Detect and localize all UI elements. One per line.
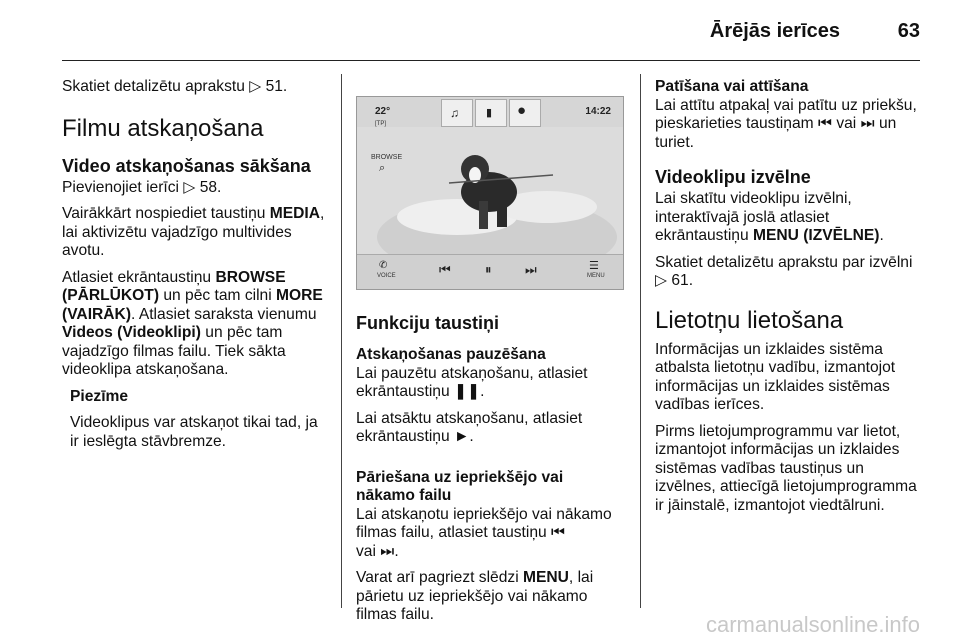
reference-arrow-icon: ▷ bbox=[183, 178, 196, 196]
header-title: Ārējās ierīces bbox=[709, 20, 840, 42]
note-heading: Piezīme bbox=[70, 387, 129, 405]
tab-record[interactable] bbox=[509, 99, 541, 127]
search-icon[interactable]: ⌕ bbox=[379, 162, 386, 174]
column-2 bbox=[356, 76, 626, 633]
paragraph-menu-reference: Skatiet detalizētu aprakstu par izvēlni ▷ 61. bbox=[655, 253, 913, 289]
reference-arrow-icon: ▷ bbox=[655, 272, 667, 289]
column-divider-1 bbox=[341, 74, 342, 608]
phone-icon: ▮ bbox=[486, 107, 493, 119]
tab-audio[interactable] bbox=[441, 99, 473, 127]
section-heading-apps: Lietotņu lietošana bbox=[655, 306, 844, 334]
column-divider-2 bbox=[640, 74, 641, 608]
heading-fast-forward: Patīšana vai attīšana bbox=[655, 78, 809, 95]
header-rule bbox=[62, 60, 920, 61]
menu-label: MENU bbox=[587, 272, 605, 279]
paragraph-resume: Lai atsāktu atskaņošanu, atlasiet ekrāntaustiņu ►. bbox=[356, 409, 583, 445]
column-1 bbox=[62, 78, 330, 459]
subheading-function-buttons: Funkciju taustiņi bbox=[356, 313, 500, 333]
reference-arrow-icon: ▷ bbox=[249, 78, 262, 95]
paragraph-fast-forward: Lai attītu atpakaļ vai patītu uz priekšu, pieskarieties taustiņam ⏮ vai ⏭ un turiet. bbox=[655, 96, 917, 151]
paragraph-video-menu: Lai skatītu videoklipu izvēlni, interaktīvajā joslā atlasiet ekrāntaustiņu MENU (IZVĒLNE). bbox=[655, 190, 884, 244]
paragraph-apps-support: Informācijas un izklaides sistēma atbalsta lietotņu vadību, izmantojot informācijas un izklaides sistēmas vadības ierīces. bbox=[655, 340, 896, 413]
paragraph-skip: Lai atskaņotu iepriekšējo vai nākamo filmas failu, atlasiet taustiņu ⏮ vai ⏭. bbox=[356, 505, 612, 560]
video-screen-illustration bbox=[356, 96, 624, 290]
voice-icon[interactable]: ✆ bbox=[379, 259, 388, 271]
tab-phone[interactable] bbox=[475, 99, 507, 127]
pause-icon: ❚❚ bbox=[453, 383, 481, 400]
next-track-icon: ⏭ bbox=[860, 115, 875, 132]
paragraph-browse: Atlasiet ekrāntaustiņu BROWSE (PĀRLŪKOT) un pēc tam cilni MORE (VAIRĀK). Atlasiet saraksta vienumu Videos (Videoklipi) un pēc tam vajadzīgo filmas failu. Tiek sākta videoklipa atskaņošana. bbox=[62, 268, 323, 378]
note-text: Videoklipus var atskaņot tikai tad, ja ir ieslēgta stāvbremze. bbox=[70, 414, 318, 450]
voice-label: VOICE bbox=[377, 272, 396, 279]
heading-skip: Pāriešana uz iepriekšējo vai nākamo failu bbox=[356, 468, 564, 504]
play-icon: ► bbox=[453, 428, 470, 445]
page-number: 63 bbox=[897, 20, 920, 42]
section-heading-video: Filmu atskaņošana bbox=[62, 114, 264, 142]
paragraph-media: Vairākkārt nospiediet taustiņu MEDIA, lai aktivizētu vajadzīgo multivides avotu. bbox=[62, 205, 325, 259]
circle-icon: ● bbox=[517, 102, 527, 119]
paragraph-apps-install: Pirms lietojumprogrammu var lietot, izmantojot informācijas un izklaides sistēmas vadības taustiņus un izvēlnes, attiecīgā lietojumprogramma ir jāinstalē, izmantojot viedtālruni. bbox=[655, 422, 917, 514]
previous-track-icon[interactable]: ⏮ bbox=[439, 261, 451, 277]
watermark: carmanualsonline.info bbox=[705, 612, 920, 637]
temperature-readout: 22° bbox=[375, 106, 391, 117]
subheading-start-video: Video atskaņošanas sākšana bbox=[62, 155, 311, 176]
heading-pause: Atskaņošanas pauzēšana bbox=[356, 346, 546, 363]
menu-icon[interactable]: ☰ bbox=[589, 259, 599, 272]
paragraph-menu-knob: Varat arī pagriezt slēdzi MENU, lai pārietu uz iepriekšējo vai nākamo filmas failu. bbox=[356, 569, 594, 623]
clock-readout: 14:22 bbox=[585, 106, 611, 117]
next-track-icon: ⏭ bbox=[380, 542, 395, 560]
previous-track-icon: ⏮ bbox=[551, 524, 566, 541]
intro-paragraph: Skatiet detalizētu aprakstu ▷ 51. bbox=[62, 78, 288, 95]
paragraph-connect-device: Pievienojiet ierīci ▷ 58. bbox=[62, 178, 222, 196]
previous-track-icon: ⏮ bbox=[817, 115, 832, 132]
pause-icon[interactable]: ⏸ bbox=[485, 261, 492, 277]
browse-button[interactable]: BROWSE bbox=[371, 154, 403, 161]
tp-indicator: [TP] bbox=[375, 121, 387, 127]
next-track-icon[interactable]: ⏭ bbox=[525, 261, 537, 277]
paragraph-pause: Lai pauzētu atskaņošanu, atlasiet ekrāntaustiņu ❚❚. bbox=[356, 364, 588, 400]
column-3 bbox=[655, 78, 925, 523]
music-note-icon: ♫ bbox=[450, 106, 459, 120]
note-block bbox=[70, 388, 330, 452]
subheading-video-menu: Videoklipu izvēlne bbox=[655, 167, 811, 187]
